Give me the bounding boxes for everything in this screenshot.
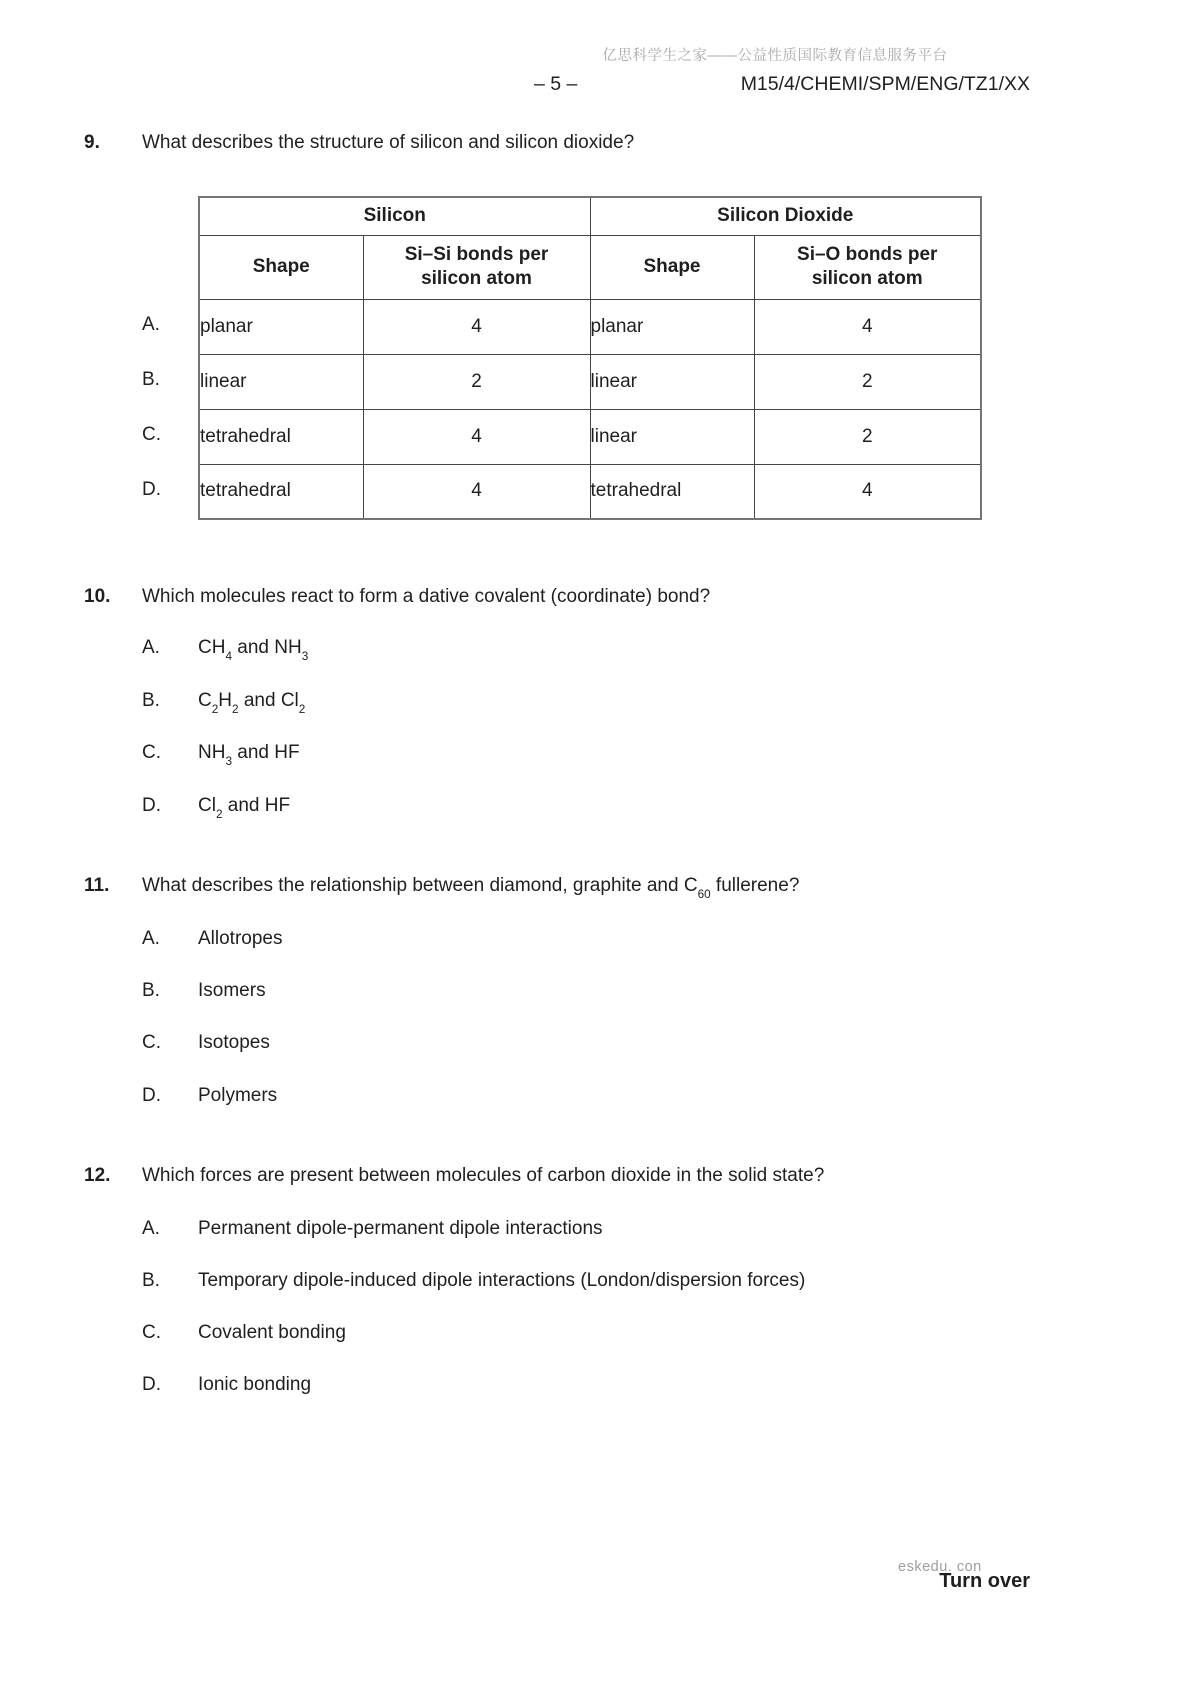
q9-a-si-bonds: 4 — [363, 299, 590, 354]
q9-col-header-shape-1: Shape — [199, 235, 363, 299]
option-text: Ionic bonding — [198, 1374, 312, 1395]
q9-col-header-sisi-bonds: Si–Si bonds per silicon atom — [363, 235, 590, 299]
table-row — [199, 409, 981, 464]
option-letter: B. — [142, 690, 160, 711]
option-letter: A. — [142, 637, 160, 658]
q12-option-c — [142, 1321, 1101, 1345]
table-row — [199, 354, 981, 409]
q9-structure-table — [198, 196, 982, 520]
question-12-number: 12. — [84, 1165, 111, 1186]
footer-watermark: eskedu. con — [898, 1559, 982, 1575]
question-12 — [84, 1164, 1101, 1188]
q9-c-si-bonds: 4 — [363, 409, 590, 464]
option-text: $CH_4$ and $NH_3$ — [198, 637, 309, 663]
q12-option-a — [142, 1217, 1101, 1241]
paper-code: M15/4/CHEMI/SPM/ENG/TZ1/XX — [740, 73, 1030, 95]
option-text: $NH_3$ and HF — [198, 742, 300, 768]
q10-option-a — [142, 636, 1101, 663]
q11-option-c — [142, 1031, 1101, 1055]
q9-a-sio2-shape: planar — [590, 299, 754, 354]
q9-d-sio2-bonds: 4 — [754, 464, 981, 519]
question-11 — [84, 874, 1101, 901]
table-row — [199, 299, 981, 354]
option-letter: D. — [142, 795, 161, 816]
question-10-text: Which molecules react to form a dative covalent (coordinate) bond? — [142, 586, 711, 607]
question-11-number: 11. — [84, 875, 110, 896]
q9-option-letter-a: A. — [142, 314, 160, 335]
q10-option-b — [142, 689, 1101, 716]
q9-d-si-shape: tetrahedral — [199, 464, 363, 519]
question-9-number: 9. — [84, 132, 100, 153]
page-number: – 5 – — [534, 73, 578, 95]
q9-option-letter-b: B. — [142, 369, 160, 390]
q9-a-sio2-bonds: 4 — [754, 299, 981, 354]
option-text: Isotopes — [198, 1032, 270, 1053]
q9-b-sio2-bonds: 2 — [754, 354, 981, 409]
option-text: $Cl_2$ and HF — [198, 795, 291, 821]
q9-option-letter-c: C. — [142, 424, 161, 445]
option-letter: D. — [142, 1374, 161, 1395]
header-watermark: 亿思科学生之家——公益性质国际教育信息服务平台 — [602, 48, 948, 64]
q11-option-a — [142, 927, 1101, 951]
q9-c-sio2-bonds: 2 — [754, 409, 981, 464]
q9-d-si-bonds: 4 — [363, 464, 590, 519]
q9-col-header-sio-bonds: Si–O bonds per silicon atom — [754, 235, 981, 299]
q9-option-letter-d: D. — [142, 479, 161, 500]
option-letter: A. — [142, 1218, 160, 1239]
q9-b-si-bonds: 2 — [363, 354, 590, 409]
q9-group-header-silicon: Silicon — [199, 197, 590, 235]
q10-option-d — [142, 794, 1101, 821]
option-letter: A. — [142, 928, 160, 949]
option-text: Isomers — [198, 980, 266, 1001]
option-letter: B. — [142, 980, 160, 1001]
q10-option-c — [142, 741, 1101, 768]
option-letter: C. — [142, 1322, 161, 1343]
option-letter: C. — [142, 1032, 161, 1053]
option-text: Permanent dipole-permanent dipole interactions — [198, 1218, 603, 1239]
option-letter: C. — [142, 742, 161, 763]
q9-c-sio2-shape: linear — [590, 409, 754, 464]
q9-d-sio2-shape: tetrahedral — [590, 464, 754, 519]
option-text: Polymers — [198, 1085, 278, 1106]
option-text: $C_2H_2$ and $Cl_2$ — [198, 690, 306, 716]
option-text: Allotropes — [198, 928, 283, 949]
question-11-text: What describes the relationship between diamond, graphite and $C_{60}$ fullerene? — [142, 875, 800, 901]
option-letter: B. — [142, 1270, 160, 1291]
turn-over-label: Turn over — [939, 1570, 1030, 1592]
q9-col-header-shape-2: Shape — [590, 235, 754, 299]
option-text: Temporary dipole-induced dipole interactions (London/dispersion forces) — [198, 1270, 806, 1291]
option-letter: D. — [142, 1085, 161, 1106]
question-9 — [84, 131, 1101, 155]
question-9-text: What describes the structure of silicon and silicon dioxide? — [142, 132, 635, 153]
table-row — [199, 464, 981, 519]
q12-option-b — [142, 1269, 1101, 1293]
question-10 — [84, 585, 1101, 609]
q9-b-si-shape: linear — [199, 354, 363, 409]
q9-c-si-shape: tetrahedral — [199, 409, 363, 464]
q12-option-d — [142, 1373, 1101, 1397]
option-text: Covalent bonding — [198, 1322, 346, 1343]
q9-group-header-silicon-dioxide: Silicon Dioxide — [590, 197, 981, 235]
question-10-number: 10. — [84, 586, 111, 607]
question-12-text: Which forces are present between molecules of carbon dioxide in the solid state? — [142, 1165, 825, 1186]
q11-option-d — [142, 1084, 1101, 1108]
q9-a-si-shape: planar — [199, 299, 363, 354]
q11-option-b — [142, 979, 1101, 1003]
q9-b-sio2-shape: linear — [590, 354, 754, 409]
